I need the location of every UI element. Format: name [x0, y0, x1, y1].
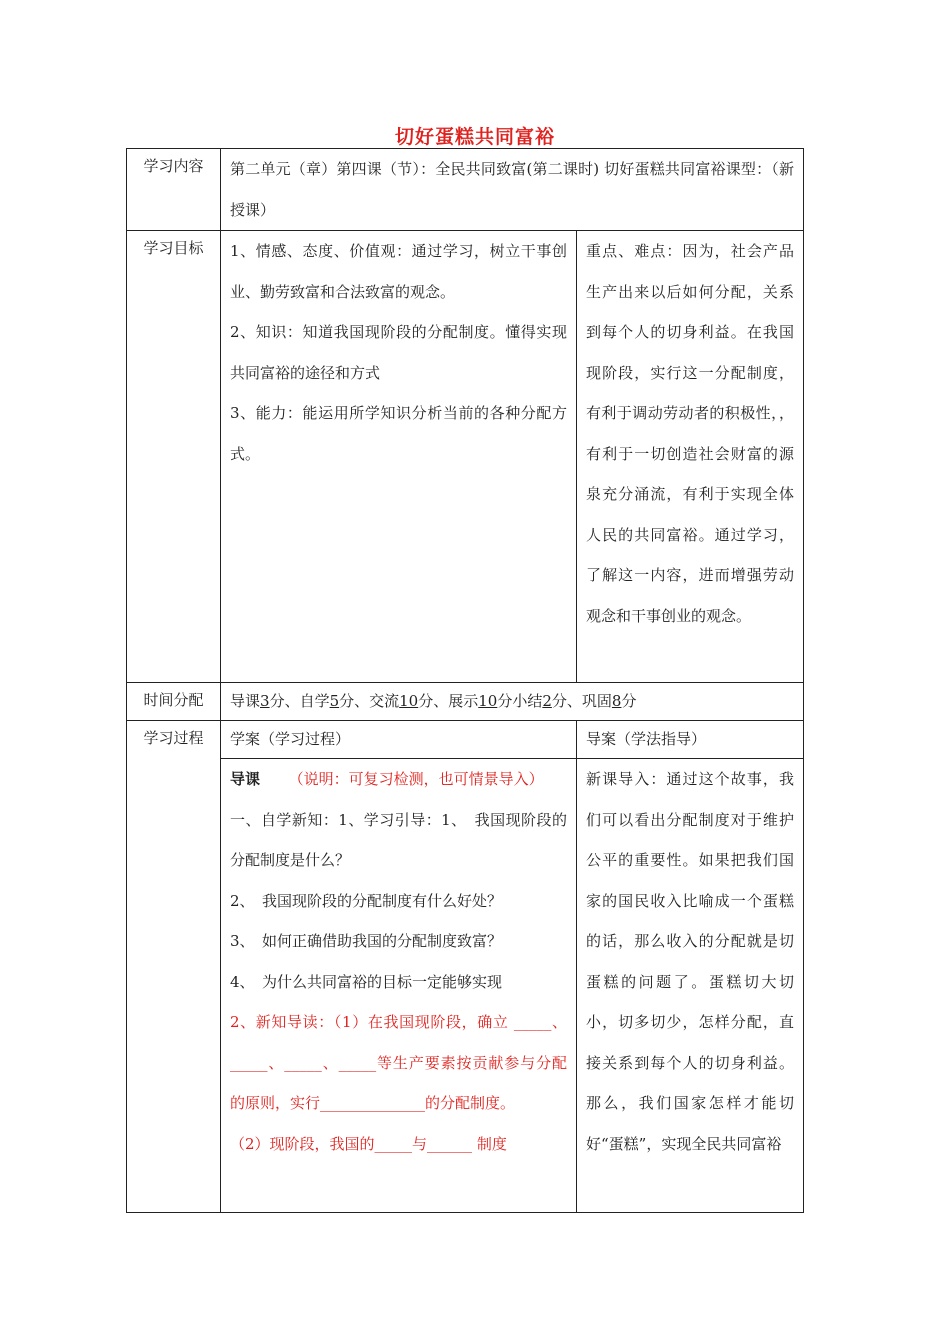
study-process: [221, 759, 577, 1213]
time-value: 8: [611, 692, 622, 710]
goal-item-1: 1、情感、态度、价值观：通过学习，树立干事创业、勤劳致富和合法致富的观念。: [230, 242, 567, 301]
document-title: 切好蛋糕共同富裕: [394, 126, 555, 148]
time-text: 分小结: [497, 692, 543, 710]
row-time: [127, 683, 804, 721]
label-goals: 学习目标: [127, 231, 221, 683]
row-process-header: [127, 721, 804, 759]
goal-item-3: 3、能力：能运用所学知识分析当前的各种分配方式。: [230, 404, 567, 463]
lesson-plan-table: [126, 148, 804, 1213]
question-4: 4、 为什么共同富裕的目标一定能够实现: [230, 972, 503, 991]
new-knowledge-reading-2: （2）现阶段，我国的_____与______ 制度: [230, 1134, 507, 1153]
row-process-body: [127, 759, 804, 1213]
col-header-guide: 导案（学法指导）: [577, 721, 804, 759]
key-points: 重点、难点：因为，社会产品生产出来以后如何分配，关系到每个人的切身利益。在我国现阶段，实行这一分配制度，有利于调动劳动者的积极性，，有利于一切创造社会财富的源泉充分涌流，有利于实现全体人民的共同富裕。通过学习，了解这一内容，进而增强劳动观念和干事创业的观念。: [577, 231, 804, 683]
intro-heading: 导课: [230, 770, 261, 788]
time-value: 3: [260, 692, 270, 710]
label-time: 时间分配: [127, 683, 221, 721]
time-text: 分、展示: [418, 692, 479, 710]
time-value: 5: [329, 692, 340, 710]
time-value: 10: [399, 692, 419, 710]
goal-item-2: 2、知识：知道我国现阶段的分配制度。懂得实现共同富裕的途径和方式: [230, 323, 567, 382]
self-study: 一、自学新知：1、学习引导：1、 我国现阶段的分配制度是什么？: [230, 810, 567, 869]
row-goals: [127, 231, 804, 683]
time-text: 导课: [230, 692, 261, 710]
time-text: 分、巩固: [551, 692, 612, 710]
time-text: 分: [621, 692, 637, 710]
new-knowledge-reading: 2、新知导读：（1）在我国现阶段，确立 _____、_____、_____、_____等生产要素按贡献参与分配的原则，实行______________的分配制度。: [230, 1013, 567, 1112]
content-text: 第二单元（章）第四课（节）：全民共同致富(第二课时) 切好蛋糕共同富裕课型：（新授课）: [221, 149, 804, 231]
intro-line: [230, 759, 567, 800]
guide-text: 新课导入：通过这个故事，我们可以看出分配制度对于维护公平的重要性。如果把我们国家的国民收入比喻成一个蛋糕的话，那么收入的分配就是切蛋糕的问题了。蛋糕切大切小，切多切少，怎样分配，直接关系到每个人的切身利益。那么，我们国家怎样才能切好“蛋糕”，实现全民共同富裕: [577, 759, 804, 1213]
label-content: 学习内容: [127, 149, 221, 231]
intro-note: （说明：可复习检测，也可情景导入）: [288, 770, 544, 788]
time-value: 2: [542, 692, 552, 710]
col-header-study: 学案（学习过程）: [221, 721, 577, 759]
goals-list: [221, 231, 577, 683]
label-process: 学习过程: [127, 721, 221, 1213]
time-text: 分、交流: [339, 692, 400, 710]
time-value: 10: [478, 692, 498, 710]
time-text: 分、自学: [269, 692, 330, 710]
question-2: 2、 我国现阶段的分配制度有什么好处？: [230, 891, 503, 910]
row-content: [127, 149, 804, 231]
question-3: 3、 如何正确借助我国的分配制度致富？: [230, 932, 503, 950]
time-allocation: [221, 683, 804, 721]
